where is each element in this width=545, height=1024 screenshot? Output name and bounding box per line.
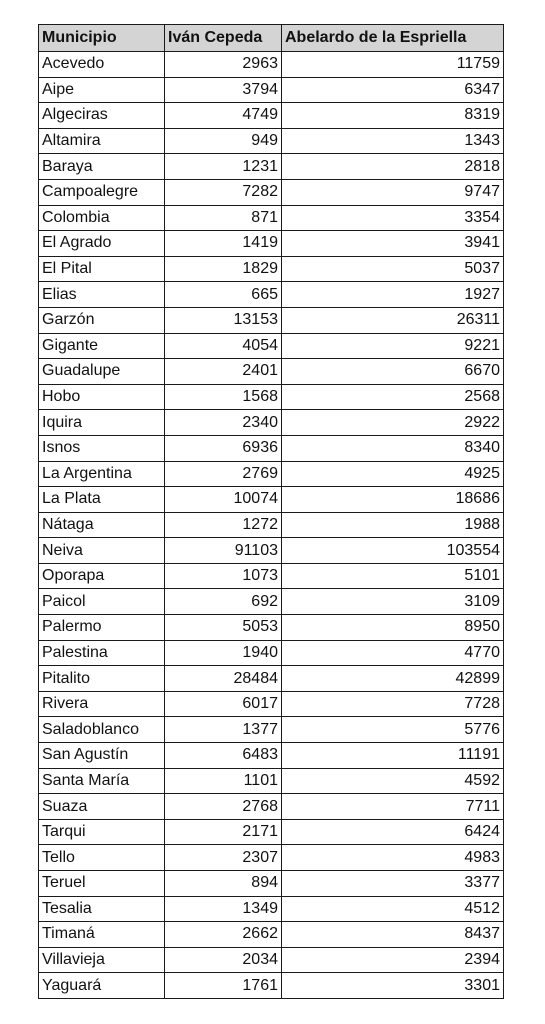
table-row: [39, 359, 504, 385]
cell-ivan-cepeda-votes: 1349: [165, 896, 282, 922]
table-row: [39, 947, 504, 973]
cell-ivan-cepeda-votes: 1940: [165, 640, 282, 666]
table-row: [39, 435, 504, 461]
table-row: [39, 512, 504, 538]
results-table-container: [38, 24, 504, 999]
table-row: [39, 256, 504, 282]
cell-municipio: Tarqui: [39, 819, 165, 845]
cell-abelardo-de-la-espriella-votes: 3377: [282, 871, 504, 897]
cell-abelardo-de-la-espriella-votes: 11759: [282, 52, 504, 78]
cell-municipio: Pitalito: [39, 666, 165, 692]
cell-abelardo-de-la-espriella-votes: 6347: [282, 77, 504, 103]
table-header: [39, 25, 504, 52]
cell-abelardo-de-la-espriella-votes: 4983: [282, 845, 504, 871]
cell-ivan-cepeda-votes: 7282: [165, 179, 282, 205]
cell-abelardo-de-la-espriella-votes: 3941: [282, 231, 504, 257]
table-row: [39, 666, 504, 692]
cell-abelardo-de-la-espriella-votes: 2922: [282, 410, 504, 436]
table-row: [39, 231, 504, 257]
table-row: [39, 384, 504, 410]
cell-ivan-cepeda-votes: 28484: [165, 666, 282, 692]
cell-abelardo-de-la-espriella-votes: 6424: [282, 819, 504, 845]
table-row: [39, 589, 504, 615]
cell-abelardo-de-la-espriella-votes: 4592: [282, 768, 504, 794]
cell-ivan-cepeda-votes: 13153: [165, 307, 282, 333]
cell-ivan-cepeda-votes: 4749: [165, 103, 282, 129]
table-row: [39, 461, 504, 487]
table-row: [39, 794, 504, 820]
cell-abelardo-de-la-espriella-votes: 3109: [282, 589, 504, 615]
cell-ivan-cepeda-votes: 894: [165, 871, 282, 897]
cell-municipio: La Argentina: [39, 461, 165, 487]
table-row: [39, 154, 504, 180]
cell-municipio: Saladoblanco: [39, 717, 165, 743]
cell-abelardo-de-la-espriella-votes: 8340: [282, 435, 504, 461]
cell-municipio: Acevedo: [39, 52, 165, 78]
cell-municipio: Villavieja: [39, 947, 165, 973]
cell-abelardo-de-la-espriella-votes: 3354: [282, 205, 504, 231]
cell-ivan-cepeda-votes: 2307: [165, 845, 282, 871]
cell-abelardo-de-la-espriella-votes: 26311: [282, 307, 504, 333]
table-row: [39, 282, 504, 308]
cell-abelardo-de-la-espriella-votes: 1927: [282, 282, 504, 308]
table-row: [39, 179, 504, 205]
cell-ivan-cepeda-votes: 1568: [165, 384, 282, 410]
cell-ivan-cepeda-votes: 10074: [165, 487, 282, 513]
table-row: [39, 538, 504, 564]
cell-ivan-cepeda-votes: 1231: [165, 154, 282, 180]
cell-ivan-cepeda-votes: 949: [165, 128, 282, 154]
cell-abelardo-de-la-espriella-votes: 8319: [282, 103, 504, 129]
cell-municipio: Santa María: [39, 768, 165, 794]
cell-ivan-cepeda-votes: 2769: [165, 461, 282, 487]
table-row: [39, 205, 504, 231]
cell-municipio: Timaná: [39, 922, 165, 948]
table-row: [39, 52, 504, 78]
results-table: [38, 24, 504, 999]
table-row: [39, 922, 504, 948]
table-row: [39, 128, 504, 154]
table-row: [39, 871, 504, 897]
cell-abelardo-de-la-espriella-votes: 9747: [282, 179, 504, 205]
cell-municipio: El Pital: [39, 256, 165, 282]
cell-municipio: Isnos: [39, 435, 165, 461]
cell-abelardo-de-la-espriella-votes: 11191: [282, 743, 504, 769]
table-row: [39, 819, 504, 845]
cell-ivan-cepeda-votes: 1419: [165, 231, 282, 257]
table-row: [39, 487, 504, 513]
table-row: [39, 307, 504, 333]
cell-abelardo-de-la-espriella-votes: 4925: [282, 461, 504, 487]
cell-abelardo-de-la-espriella-votes: 9221: [282, 333, 504, 359]
cell-abelardo-de-la-espriella-votes: 2568: [282, 384, 504, 410]
header-row: [39, 25, 504, 52]
table-row: [39, 973, 504, 999]
cell-municipio: Palermo: [39, 615, 165, 641]
cell-ivan-cepeda-votes: 91103: [165, 538, 282, 564]
cell-municipio: Colombia: [39, 205, 165, 231]
cell-abelardo-de-la-espriella-votes: 6670: [282, 359, 504, 385]
table-row: [39, 103, 504, 129]
header-municipio: Municipio: [39, 25, 165, 52]
cell-ivan-cepeda-votes: 871: [165, 205, 282, 231]
cell-ivan-cepeda-votes: 2768: [165, 794, 282, 820]
cell-ivan-cepeda-votes: 3794: [165, 77, 282, 103]
cell-ivan-cepeda-votes: 6936: [165, 435, 282, 461]
cell-abelardo-de-la-espriella-votes: 18686: [282, 487, 504, 513]
cell-ivan-cepeda-votes: 2034: [165, 947, 282, 973]
cell-municipio: Nátaga: [39, 512, 165, 538]
header-abelardo-de-la-espriella: Abelardo de la Espriella: [282, 25, 504, 52]
cell-abelardo-de-la-espriella-votes: 5776: [282, 717, 504, 743]
cell-abelardo-de-la-espriella-votes: 4770: [282, 640, 504, 666]
cell-abelardo-de-la-espriella-votes: 5037: [282, 256, 504, 282]
cell-abelardo-de-la-espriella-votes: 8437: [282, 922, 504, 948]
cell-municipio: Baraya: [39, 154, 165, 180]
table-row: [39, 896, 504, 922]
cell-ivan-cepeda-votes: 1829: [165, 256, 282, 282]
cell-ivan-cepeda-votes: 2662: [165, 922, 282, 948]
table-row: [39, 717, 504, 743]
table-row: [39, 77, 504, 103]
table-row: [39, 410, 504, 436]
cell-municipio: Elias: [39, 282, 165, 308]
table-row: [39, 845, 504, 871]
cell-municipio: Guadalupe: [39, 359, 165, 385]
table-row: [39, 691, 504, 717]
header-ivan-cepeda: Iván Cepeda: [165, 25, 282, 52]
cell-ivan-cepeda-votes: 1073: [165, 563, 282, 589]
table-row: [39, 743, 504, 769]
cell-municipio: Garzón: [39, 307, 165, 333]
cell-abelardo-de-la-espriella-votes: 3301: [282, 973, 504, 999]
cell-municipio: Oporapa: [39, 563, 165, 589]
cell-municipio: Tesalia: [39, 896, 165, 922]
cell-ivan-cepeda-votes: 5053: [165, 615, 282, 641]
cell-ivan-cepeda-votes: 2963: [165, 52, 282, 78]
cell-ivan-cepeda-votes: 6483: [165, 743, 282, 769]
cell-municipio: San Agustín: [39, 743, 165, 769]
cell-ivan-cepeda-votes: 6017: [165, 691, 282, 717]
cell-municipio: Gigante: [39, 333, 165, 359]
cell-ivan-cepeda-votes: 2401: [165, 359, 282, 385]
table-row: [39, 615, 504, 641]
cell-municipio: Yaguará: [39, 973, 165, 999]
cell-abelardo-de-la-espriella-votes: 2818: [282, 154, 504, 180]
cell-ivan-cepeda-votes: 2340: [165, 410, 282, 436]
cell-municipio: Suaza: [39, 794, 165, 820]
cell-ivan-cepeda-votes: 1272: [165, 512, 282, 538]
cell-municipio: El Agrado: [39, 231, 165, 257]
cell-municipio: Paicol: [39, 589, 165, 615]
cell-abelardo-de-la-espriella-votes: 42899: [282, 666, 504, 692]
cell-municipio: Campoalegre: [39, 179, 165, 205]
cell-municipio: Altamira: [39, 128, 165, 154]
cell-municipio: Teruel: [39, 871, 165, 897]
cell-abelardo-de-la-espriella-votes: 1343: [282, 128, 504, 154]
cell-ivan-cepeda-votes: 1101: [165, 768, 282, 794]
cell-abelardo-de-la-espriella-votes: 5101: [282, 563, 504, 589]
table-row: [39, 640, 504, 666]
cell-ivan-cepeda-votes: 665: [165, 282, 282, 308]
cell-abelardo-de-la-espriella-votes: 8950: [282, 615, 504, 641]
cell-abelardo-de-la-espriella-votes: 103554: [282, 538, 504, 564]
cell-abelardo-de-la-espriella-votes: 2394: [282, 947, 504, 973]
cell-municipio: La Plata: [39, 487, 165, 513]
cell-ivan-cepeda-votes: 2171: [165, 819, 282, 845]
table-row: [39, 768, 504, 794]
cell-municipio: Hobo: [39, 384, 165, 410]
table-row: [39, 333, 504, 359]
cell-municipio: Aipe: [39, 77, 165, 103]
cell-abelardo-de-la-espriella-votes: 1988: [282, 512, 504, 538]
cell-municipio: Iquira: [39, 410, 165, 436]
cell-ivan-cepeda-votes: 1377: [165, 717, 282, 743]
cell-municipio: Palestina: [39, 640, 165, 666]
cell-abelardo-de-la-espriella-votes: 4512: [282, 896, 504, 922]
cell-municipio: Algeciras: [39, 103, 165, 129]
cell-ivan-cepeda-votes: 692: [165, 589, 282, 615]
cell-abelardo-de-la-espriella-votes: 7728: [282, 691, 504, 717]
table-body: [39, 52, 504, 999]
cell-municipio: Rivera: [39, 691, 165, 717]
table-row: [39, 563, 504, 589]
cell-municipio: Neiva: [39, 538, 165, 564]
cell-ivan-cepeda-votes: 4054: [165, 333, 282, 359]
cell-abelardo-de-la-espriella-votes: 7711: [282, 794, 504, 820]
cell-municipio: Tello: [39, 845, 165, 871]
cell-ivan-cepeda-votes: 1761: [165, 973, 282, 999]
